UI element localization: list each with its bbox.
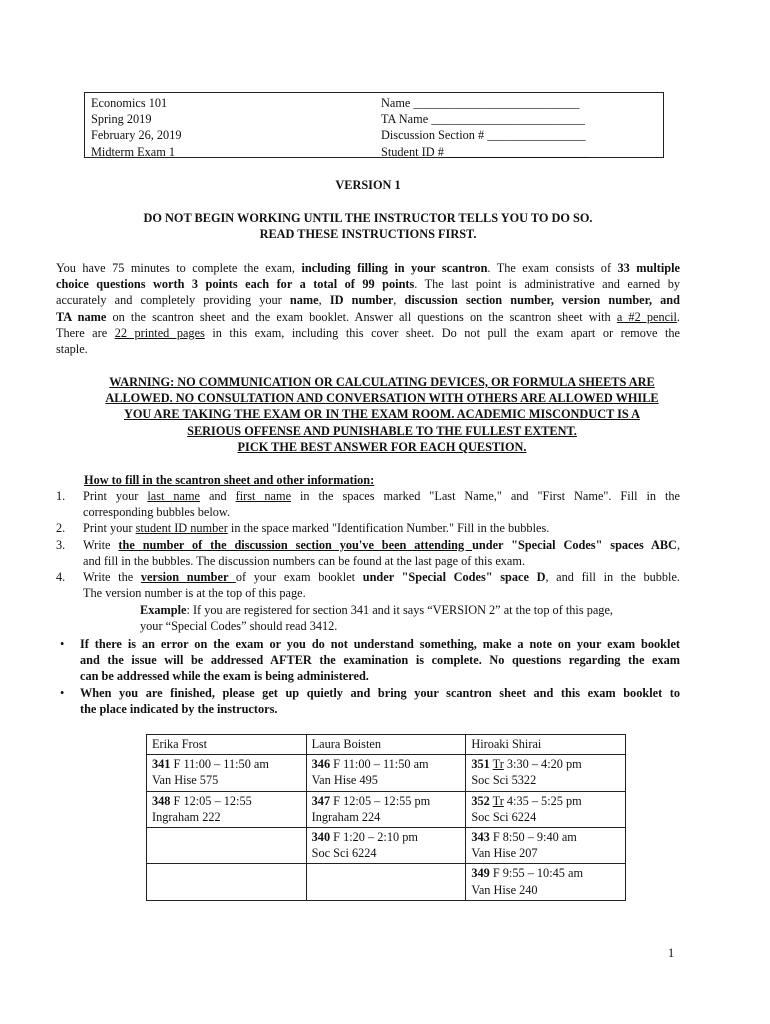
section-cell: 351 Tr 3:30 – 4:20 pm Soc Sci 5322 [466,755,626,791]
step-4 [56,569,680,601]
step-number: 4. [56,569,66,584]
exam-date: February 26, 2019 [91,128,182,143]
exam-title: Midterm Exam 1 [91,144,176,159]
section-cell: 340 F 1:20 – 2:10 pm Soc Sci 6224 [306,827,466,863]
student-fields [381,95,588,160]
section-cell: 349 F 9:55 – 10:45 am Van Hise 240 [466,864,626,900]
table-row [147,755,626,791]
exam-header-box [84,92,664,158]
section-cell: 352 Tr 4:35 – 5:25 pm Soc Sci 6224 [466,791,626,827]
ta-name-erika: Erika Frost [147,735,307,755]
notice-line-1: DO NOT BEGIN WORKING UNTIL THE INSTRUCTOR TELLS YOU TO DO SO. [143,211,593,225]
note-line: the place indicated by the instructors. [80,701,278,716]
note-line: can be addressed while the exam is being administered. [80,669,369,684]
step-line: Write the number of the discussion section you've been attending under "Special Codes" spaces ABC, [83,537,681,552]
step-number: 2. [56,521,66,536]
section-cell: 343 F 8:50 – 9:40 am Van Hise 207 [466,827,626,863]
ta-name-laura: Laura Boisten [306,735,466,755]
instruction-steps [56,488,680,601]
ta-name-hiroaki: Hiroaki Shirai [466,735,626,755]
intro-line: accurately and completely providing your name, ID number, discussion section number, version number, and [56,293,680,308]
name-field: Name ___________________________ [381,96,580,110]
section-cell: 348 F 12:05 – 12:55 Ingraham 222 [147,791,307,827]
step-2 [56,520,680,536]
example-line: Example: If you are registered for section 341 and it says “VERSION 2” at the top of this page, [140,603,613,617]
intro-paragraph [56,260,680,357]
section-cell [306,864,466,900]
notice-line-2: READ THESE INSTRUCTIONS FIRST. [259,227,477,241]
example-line: your “Special Codes” should read 3412. [140,619,338,634]
table-row [147,735,626,755]
bullet-icon: • [60,637,65,651]
step-line: Print your student ID number in the space marked "Identification Number." Fill in the bubbles. [83,521,550,536]
note-line: If there is an error on the exam or you do not understand something, make a note on your exam booklet [80,637,680,651]
version-label: VERSION 1 [335,178,401,192]
step-line: Print your last name and first name in the spaces marked "Last Name," and "First Name". Fill in the [83,489,680,503]
warning-line: YOU ARE TAKING THE EXAM OR IN THE EXAM ROOM. ACADEMIC MISCONDUCT IS A [123,407,641,422]
note-error [56,636,680,685]
intro-line: There are 22 printed pages in this exam, including this cover sheet. Do not pull the exam apart or remove the [56,325,680,340]
step-number: 3. [56,537,66,552]
section-cell [147,864,307,900]
step-3 [56,537,680,569]
step-line: corresponding bubbles below. [83,505,231,520]
course-name: Economics 101 [91,96,168,110]
howto-heading: How to fill in the scantron sheet and other information: [84,473,375,487]
step-number: 1. [56,489,66,503]
course-info [91,95,182,160]
warning-line: PICK THE BEST ANSWER FOR EACH QUESTION. [237,439,527,454]
section-cell [147,827,307,863]
discussion-section-field: Discussion Section # ________________ [381,128,586,143]
step-line: and fill in the bubbles. The discussion numbers can be found at the last page of this exam. [83,553,526,568]
intro-line: TA name on the scantron sheet and the exam booklet. Answer all questions on the scantron sheet with a #2 pencil. [56,309,680,324]
table-row [147,864,626,900]
step-line: The version number is at the top of this page. [83,586,306,601]
note-finished [56,685,680,717]
warning-block [62,374,702,455]
ta-sections-table [146,734,626,901]
note-line: and the issue will be addressed AFTER the examination is complete. No questions regarding the exam [80,653,680,668]
intro-line: choice questions worth 3 points each for a total of 99 points. The last point is administrative and earned by [56,277,680,292]
note-line: When you are finished, please get up quietly and bring your scantron sheet and this exam booklet to [80,685,680,700]
section-cell: 346 F 11:00 – 11:50 am Van Hise 495 [306,755,466,791]
ta-name-field: TA Name _________________________ [381,112,585,127]
bullet-icon: • [60,685,65,700]
intro-line: You have 75 minutes to complete the exam, including filling in your scantron. The exam consists of 33 multiple [56,261,680,275]
page-number: 1 [668,946,675,960]
warning-line: ALLOWED. NO CONSULTATION AND CONVERSATION WITH OTHERS ARE ALLOWED WHILE [105,391,659,406]
section-cell: 341 F 11:00 – 11:50 am Van Hise 575 [147,755,307,791]
table-row [147,827,626,863]
student-id-field: Student ID # _______________________ [381,144,589,159]
step-line: Write the version number of your exam booklet under "Special Codes" space D, and fill in the bubble. [83,569,680,584]
step-1 [56,488,680,520]
example-block [140,602,680,634]
warning-line: WARNING: NO COMMUNICATION OR CALCULATING DEVICES, OR FORMULA SHEETS ARE [109,375,655,389]
notes-list [56,636,680,717]
warning-line: SERIOUS OFFENSE AND PUNISHABLE TO THE FULLEST EXTENT. [187,423,577,438]
section-cell: 347 F 12:05 – 12:55 pm Ingraham 224 [306,791,466,827]
table-row [147,791,626,827]
intro-line: staple. [56,341,88,356]
term: Spring 2019 [91,112,152,127]
